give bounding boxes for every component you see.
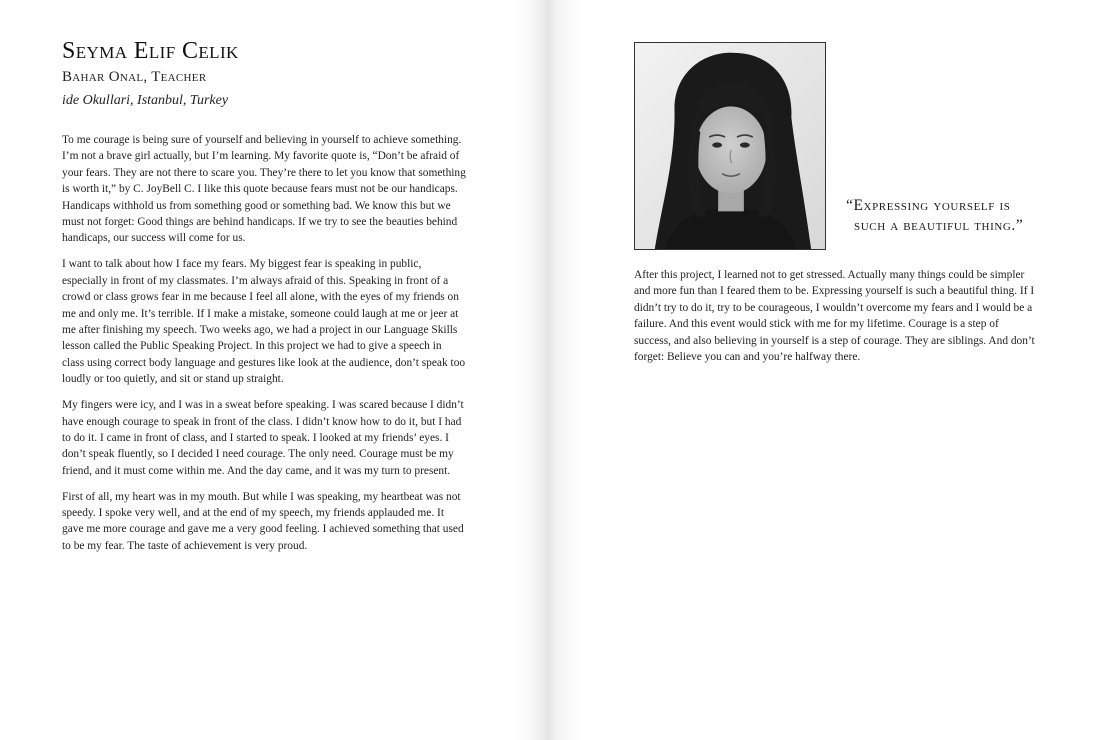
essay-body [62,132,466,564]
essay-paragraph: To me courage is being sure of yourself and believing in yourself to achieve something. I’m not a brave girl actually, but I’m learning. My favorite quote is, “Don’t be afraid of your fears. They are not there to scare you. They’re there to let you know that something is worth it,” by C. JoyBell C. I like this quote because fears must not be our handicaps. Handicaps withhold us from something good or something bad. We know this but we must not forget: Good things are behind handicaps. If we try to see the beauties behind handicaps, our success will come for us. [62,134,466,245]
teacher-line: Bahar Onal, Teacher [62,69,207,85]
left-page [0,0,540,740]
essay-paragraph: First of all, my heart was in my mouth. But while I was speaking, my heartbeat was not speedy. I spoke very well, and at the end of my speech, my friends applauded me. It gave me more courage and gave me a very good feeling. I achieved something that used to be my fear. The taste of achievement is very proud. [62,490,464,552]
school-line: ide Okullari, Istanbul, Turkey [62,93,229,108]
essay-paragraph: My fingers were icy, and I was in a sweat before speaking. I was scared because I didn’t have enough courage to speak in front of the class. I didn’t know how to do it, but I had to do it. I came in front of class, and I started to speak. I looked at my friends’ eyes. I don’t speak fluently, so I decided I need courage. The only need. Courage must be my friend, and it must come within me. And the day came, and it was my turn to present. [62,399,464,477]
pull-quote: “Expressing yourself is such a beautiful thing.” [846,197,1024,234]
student-name: Seyma Elif Celik [62,38,239,64]
right-page [560,0,1100,740]
student-portrait-photo [634,42,826,250]
essay-paragraph: I want to talk about how I face my fears. My biggest fear is speaking in public, especially in front of my classmates. I’m always afraid of this. Speaking in front of a crowd or class grows fear in me because I feel all alone, with the eyes of my friends on me and only me. It’s terrible. If I make a mistake, someone could laugh at me or jeer at me after finishing my speech. Two weeks ago, we had a project in our Language Skills lesson called the Public Speaking Project. In this project we had to give a speech in class using correct body language and gestures like look at the audience, don’t speak too loudly or too quietly, and sit or stand up straight. [62,258,466,386]
portrait-illustration [635,43,825,249]
essay-conclusion: After this project, I learned not to get stressed. Actually many things could be simpler and more fun than I feared them to be. Expressing yourself is such a beautiful thing. If I didn’t try to do it, try to be courageous, I wouldn’t overcome my fears and I would be a failure. And this event would stick with me for my lifetime. Courage is a step of success, and also believing in yourself is a step of courage. They are siblings. And don’t forget: Believe you can and you’re halfway there. [634,269,1035,364]
